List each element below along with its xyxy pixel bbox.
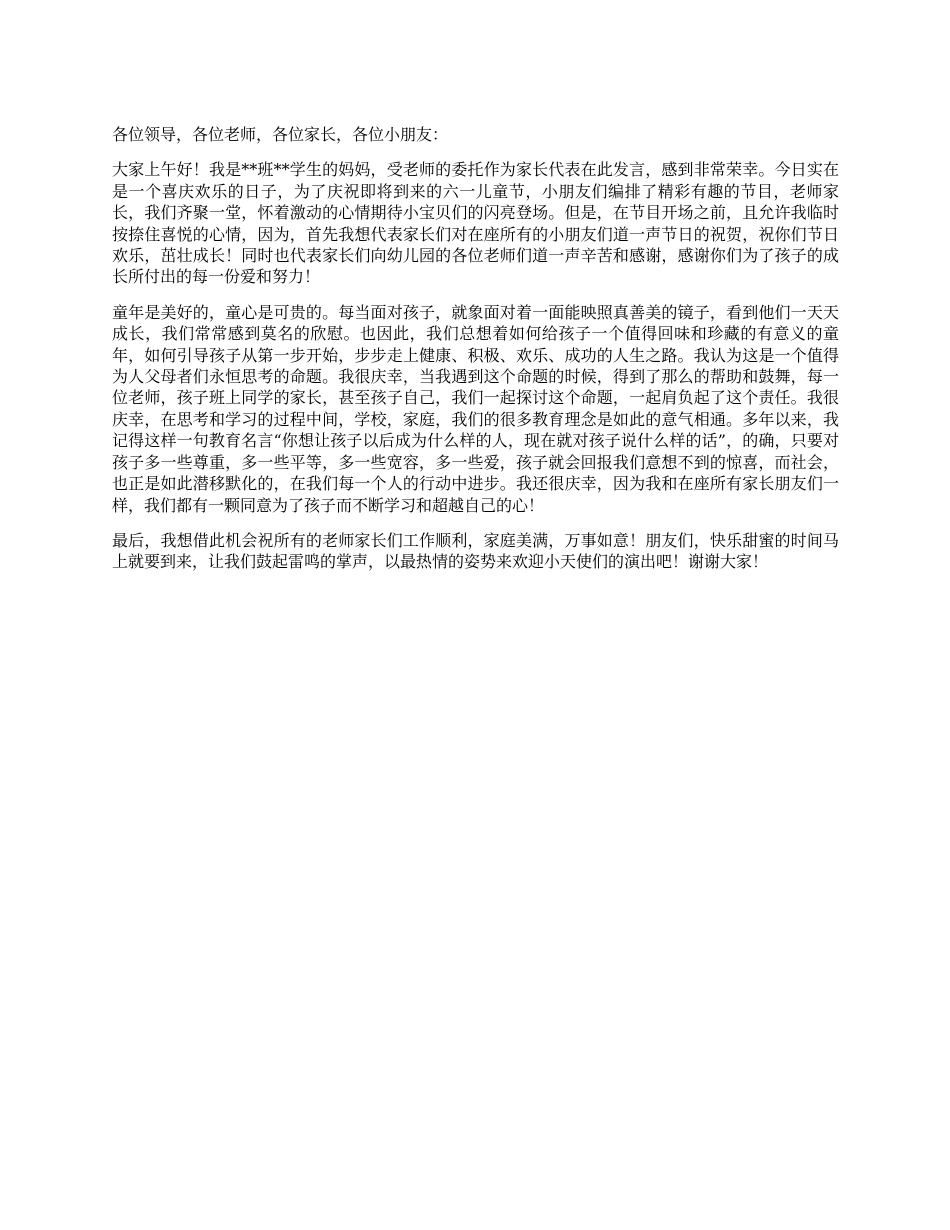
paragraph-childhood: 童年是美好的，童心是可贵的。每当面对孩子，就象面对着一面能映照真善美的镜子，看到他们一天天成长，我们常常感到莫名的欣慰。也因此，我们总想着如何给孩子一个值得回味和珍藏的有意义的童年，如何引导孩子从第一步开始，步步走上健康、积极、欢乐、成功的人生之路。我认为这是一个值得为人父母者们永恒思考的命题。我很庆幸，当我遇到这个命题的时候，得到了那么的帮助和鼓舞，每一位老师，孩子班上同学的家长，甚至孩子自己，我们一起探讨这个命题，一起肩负起了这个责任。我很庆幸，在思考和学习的过程中间，学校，家庭，我们的很多教育理念是如此的意气相通。多年以来，我记得这样一句教育名言“你想让孩子以后成为什么样的人，现在就对孩子说什么样的话”，的确，只要对孩子多一些尊重，多一些平等，多一些宽容，多一些爱，孩子就会回报我们意想不到的惊喜，而社会，也正是如此潜移默化的，在我们每一个人的行动中进步。我还很庆幸，因为我和在座所有家长朋友们一样，我们都有一颗同意为了孩子而不断学习和超越自己的心！: [112, 302, 839, 515]
document-page: [112, 124, 839, 587]
paragraph-opening: 大家上午好！我是**班**学生的妈妈，受老师的委托作为家长代表在此发言，感到非常荣幸。今日实在是一个喜庆欢乐的日子，为了庆祝即将到来的六一儿童节，小朋友们编排了精彩有趣的节目，老师家长，我们齐聚一堂，怀着激动的心情期待小宝贝们的闪亮登场。但是，在节目开场之前，且允许我临时按捺住喜悦的心情，因为，首先我想代表家长们对在座所有的小朋友们道一声节日的祝贺，祝你们节日欢乐，茁壮成长！同时也代表家长们向幼儿园的各位老师们道一声辛苦和感谢，感谢你们为了孩子的成长所付出的每一份爱和努力！: [112, 160, 839, 287]
salutation: 各位领导，各位老师，各位家长，各位小朋友：: [112, 125, 449, 144]
paragraph-closing: 最后，我想借此机会祝所有的老师家长们工作顺利，家庭美满，万事如意！朋友们，快乐甜蜜的时间马上就要到来，让我们鼓起雷鸣的掌声，以最热情的姿势来欢迎小天使们的演出吧！谢谢大家！: [112, 530, 839, 572]
